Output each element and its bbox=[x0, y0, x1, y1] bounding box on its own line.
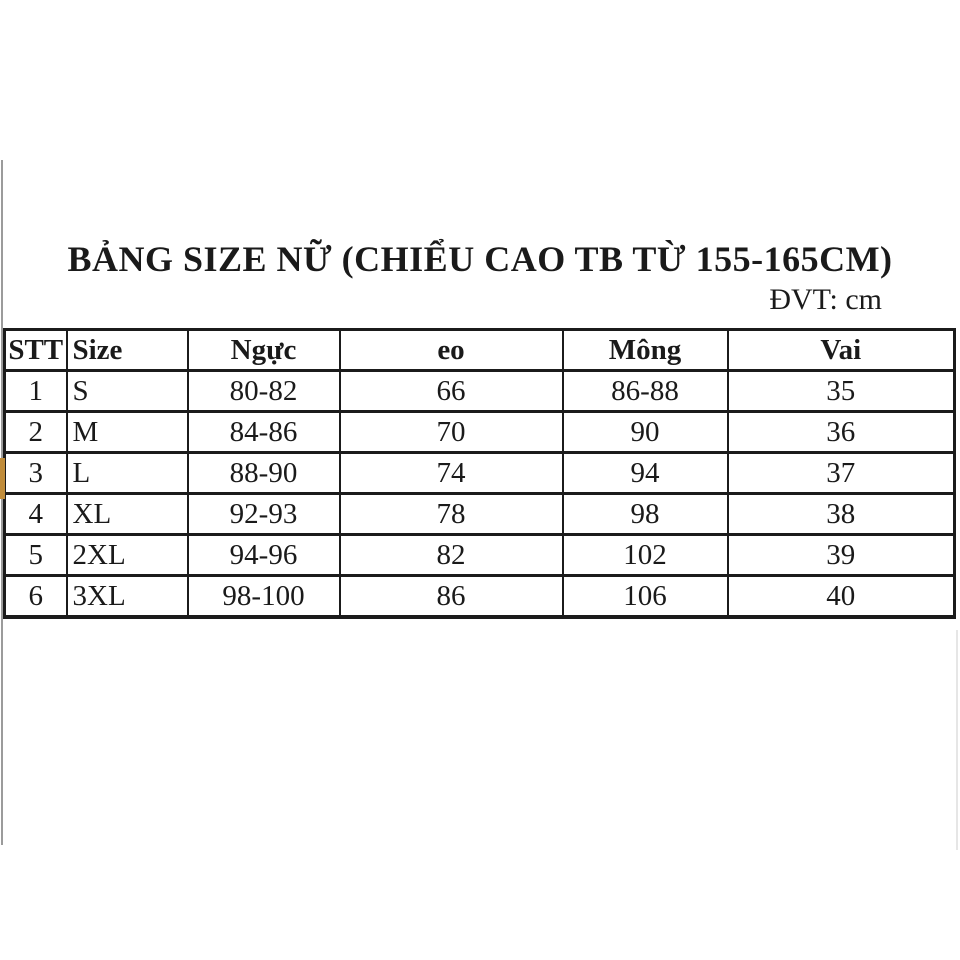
cell-nguc: 94-96 bbox=[188, 535, 340, 576]
cell-nguc: 88-90 bbox=[188, 453, 340, 494]
cell-nguc: 92-93 bbox=[188, 494, 340, 535]
cell-vai: 36 bbox=[728, 412, 955, 453]
cell-nguc: 80-82 bbox=[188, 371, 340, 412]
table-row bbox=[5, 494, 955, 535]
cell-mong: 102 bbox=[563, 535, 728, 576]
table-body bbox=[5, 371, 955, 618]
page-edge-line-right bbox=[956, 630, 958, 850]
cell-eo: 82 bbox=[340, 535, 563, 576]
row3-left-border-highlight bbox=[0, 458, 5, 499]
cell-vai: 35 bbox=[728, 371, 955, 412]
cell-eo: 78 bbox=[340, 494, 563, 535]
cell-stt: 5 bbox=[5, 535, 67, 576]
cell-mong: 94 bbox=[563, 453, 728, 494]
cell-stt: 3 bbox=[5, 453, 67, 494]
page-title: BẢNG SIZE NỮ (CHIỂU CAO TB TỪ 155-165CM) bbox=[67, 239, 893, 279]
unit-note: ĐVT: cm bbox=[769, 283, 882, 316]
cell-size: 3XL bbox=[67, 576, 188, 618]
cell-size: 2XL bbox=[67, 535, 188, 576]
cell-stt: 2 bbox=[5, 412, 67, 453]
table-row bbox=[5, 576, 955, 618]
table-row bbox=[5, 453, 955, 494]
cell-mong: 90 bbox=[563, 412, 728, 453]
cell-vai: 39 bbox=[728, 535, 955, 576]
cell-size: S bbox=[67, 371, 188, 412]
cell-mong: 98 bbox=[563, 494, 728, 535]
column-header-mong: Mông bbox=[563, 330, 728, 371]
column-header-stt: STT bbox=[5, 330, 67, 371]
cell-eo: 86 bbox=[340, 576, 563, 618]
cell-size: M bbox=[67, 412, 188, 453]
size-table bbox=[3, 328, 956, 619]
cell-nguc: 98-100 bbox=[188, 576, 340, 618]
column-header-vai: Vai bbox=[728, 330, 955, 371]
table-row bbox=[5, 371, 955, 412]
cell-vai: 37 bbox=[728, 453, 955, 494]
cell-vai: 40 bbox=[728, 576, 955, 618]
cell-stt: 1 bbox=[5, 371, 67, 412]
table-row bbox=[5, 412, 955, 453]
column-header-size: Size bbox=[67, 330, 188, 371]
header-row bbox=[5, 330, 955, 371]
column-header-nguc: Ngực bbox=[188, 330, 340, 371]
cell-size: XL bbox=[67, 494, 188, 535]
table-row bbox=[5, 535, 955, 576]
cell-eo: 70 bbox=[340, 412, 563, 453]
cell-stt: 4 bbox=[5, 494, 67, 535]
cell-nguc: 84-86 bbox=[188, 412, 340, 453]
cell-vai: 38 bbox=[728, 494, 955, 535]
cell-mong: 106 bbox=[563, 576, 728, 618]
cell-stt: 6 bbox=[5, 576, 67, 618]
column-header-eo: eo bbox=[340, 330, 563, 371]
cell-eo: 74 bbox=[340, 453, 563, 494]
cell-size: L bbox=[67, 453, 188, 494]
cell-mong: 86-88 bbox=[563, 371, 728, 412]
table-header bbox=[5, 330, 955, 371]
cell-eo: 66 bbox=[340, 371, 563, 412]
